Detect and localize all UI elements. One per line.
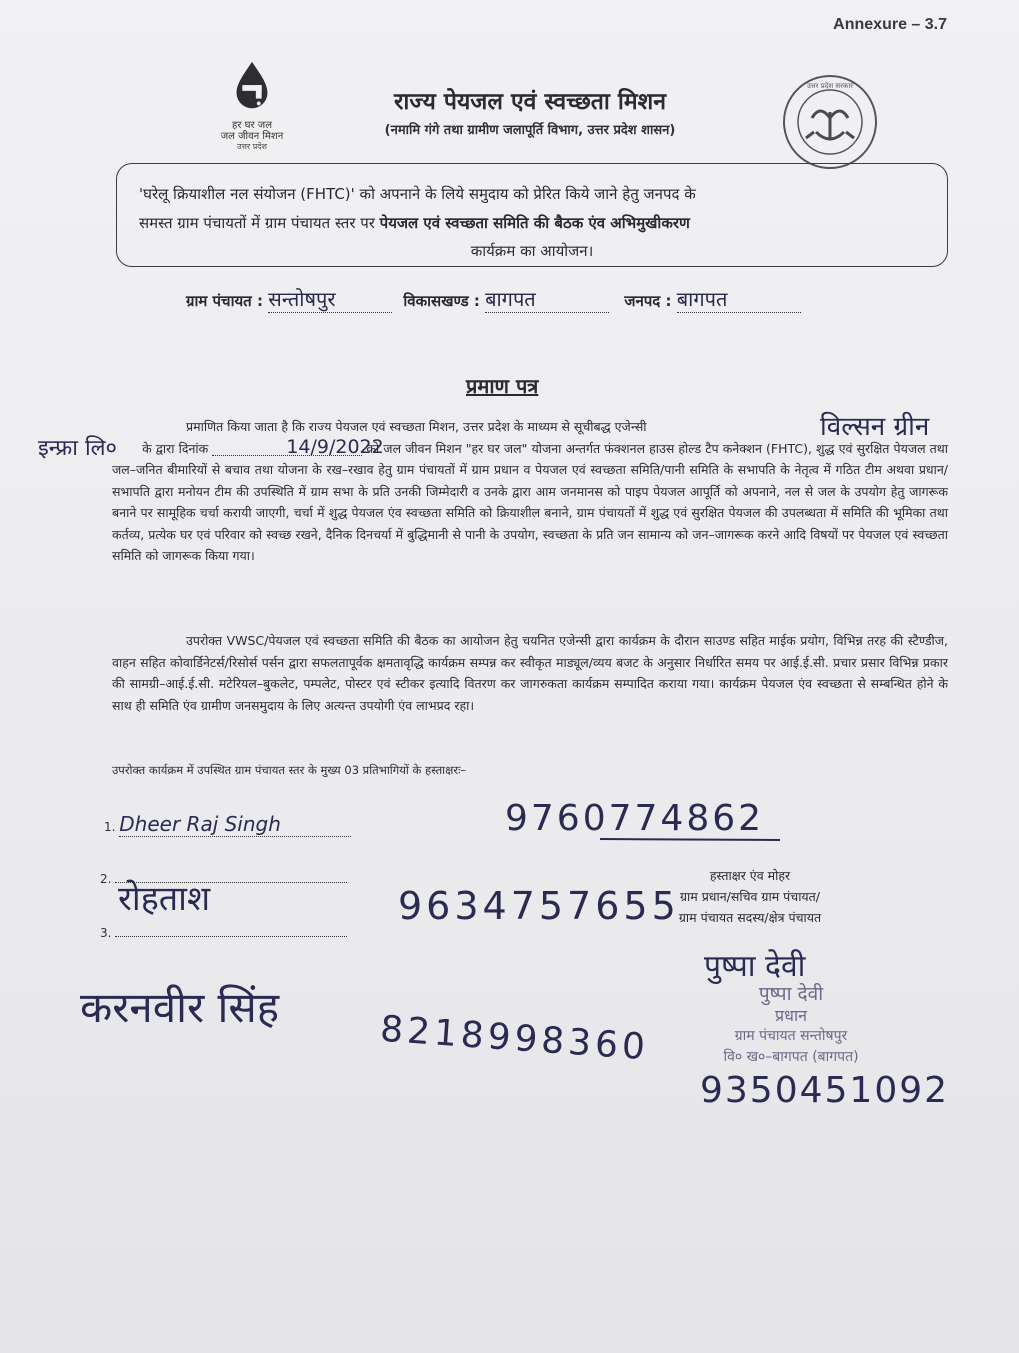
participant-3-signature: करनवीर सिंह (80, 983, 280, 1032)
p1-part-a: प्रमाणित किया जाता है कि राज्य पेयजल एवं स्वच्छता मिशन, उत्तर प्रदेश के माध्यम से सूचीबद्ध एजेन्सी (186, 419, 647, 434)
participant-2-signature: रोहताश (118, 879, 211, 919)
pradhan-phone: 9350451092 (700, 1070, 950, 1111)
logo-line-3: उत्तर प्रदेश (237, 142, 267, 151)
date-handwritten: 14/9/2022 (212, 439, 362, 456)
participant-2-phone: 9634757655 (398, 884, 680, 928)
signature-seal-block (640, 865, 860, 928)
agency-handwritten: विल्सन ग्रीन (820, 412, 930, 442)
participant-2-num: 2. (100, 872, 112, 886)
pradhan-stamp (676, 984, 906, 1068)
box-line-2-bold: पेयजल एवं स्वच्छता समिति की बैठक एंव अभिमुखीकरण (379, 214, 690, 232)
certificate-heading: प्रमाण पत्र (466, 374, 539, 398)
box-line-2 (139, 209, 925, 238)
participant-3-line (100, 926, 347, 940)
pradhan-signature: पुष्पा देवी (704, 949, 806, 984)
participants-intro: उपरोक्त कार्यक्रम में उपस्थित ग्राम पंचायत स्तर के मुख्य 03 प्रतिभागियों के हस्ताक्षरः– (112, 763, 467, 777)
certificate-paragraph-1 (112, 416, 948, 567)
stamp-line-1: ग्राम पंचायत सन्तोषपुर (734, 1028, 848, 1044)
p1-part-b: के द्वारा दिनांक (142, 440, 209, 456)
participant-1-num: 1. (104, 820, 116, 834)
gp-value: सन्तोषपुर (268, 285, 392, 313)
stamp-role: प्रधान (775, 1006, 807, 1025)
participant-3-phone: 8218998360 (378, 1008, 651, 1069)
program-title-box (116, 163, 948, 267)
participant-1-signature: Dheer Raj Singh (119, 812, 351, 837)
seal-line-2: ग्राम प्रधान/सचिव ग्राम पंचायत/ (679, 889, 821, 904)
certificate-paragraph-2: उपरोक्त VWSC/पेयजल एवं स्वच्छता समिति की बैठक का आयोजन हेतु चयनित एजेन्सी द्वारा कार्यक्रम के दौरान साउण्ड सहित माईक प्रयोग, विभिन्न तरह की स्टैण्डीज, वाहन सहित कोवार्डिनेटर्स/रिसोर्स पर्सन द्वारा सफलतापूर्वक क्षमतावृद्धि कार्यक्रम सम्पन्न कर स्वीकृत माड्यूल/व्यय बजट के अनुसार निर्धारित समय पर आई.ई.सी. प्रचार प्रसार विभिन्न प्रकार की सामग्री–आई.ई.सी. मटेरियल–बुकलेट, पम्पलेट, पोस्टर एवं स्टीकर इत्यादि वितरण कर जागरुकता कार्यक्रम सम्पादित कराया गया। कार्यक्रम पेयजल एंव स्वच्छता से सम्बन्धित होने के साथ ही समिति एंव ग्रामीण जनसमुदाय के लिए अत्यन्त उपयोगी एंव लाभप्रद रहा। (112, 633, 948, 713)
logo-line-1: हर घर जल (232, 120, 272, 131)
annexure-label: Annexure – 3.7 (833, 16, 947, 33)
har-ghar-jal-logo (212, 58, 292, 151)
phone-underline (600, 834, 780, 844)
box-line-2-plain: समस्त ग्राम पंचायतों में ग्राम पंचायत स्तर पर (139, 214, 380, 232)
participant-1-phone: 9760774862 (505, 798, 765, 839)
agency-suffix-handwritten: इन्फ्रा लि० (38, 436, 117, 461)
stamp-name: पुष्पा देवी (758, 983, 824, 1005)
participant-3-num: 3. (100, 926, 112, 940)
mission-title: राज्य पेयजल एवं स्वच्छता मिशन (394, 89, 666, 115)
block-label: विकासखण्ड : (403, 292, 480, 310)
mission-subtitle: (नमामि गंगे तथा ग्रामीण जलापूर्ति विभाग, उत्तर प्रदेश शासन) (384, 123, 676, 138)
seal-line-1: हस्ताक्षर एंव मोहर (709, 868, 791, 883)
participant-1-line (104, 812, 351, 837)
water-drop-tap-icon (223, 58, 281, 116)
up-government-emblem (780, 72, 880, 172)
district-value: बागपत (677, 285, 801, 313)
seal-line-3: ग्राम पंचायत सदस्य/क्षेत्र पंचायत (678, 910, 822, 925)
district-label: जनपद : (624, 292, 672, 310)
emblem-text: उत्तर प्रदेश सरकार (806, 82, 854, 90)
logo-line-2: जल जीवन मिशन (220, 131, 284, 142)
gp-label: ग्राम पंचायत : (186, 292, 263, 310)
stamp-line-2: वि० ख०–बागपत (बागपत) (723, 1049, 859, 1065)
p1-part-c: को जल जीवन मिशन "हर घर जल" योजना अन्तर्गत फंक्शनल हाउस होल्ड टैप कनेक्शन (FHTC), शुद्ध एवं सुरक्षित पेयजल तथा जल–जनित बीमारियों से बचाव तथा योजना के रख–रखाव हेतु ग्राम पंचायतों में ग्राम प्रधान व पेयजल एवं स्वच्छता समिति/पानी समिति के सभापति के नेतृत्व में गठित टीम अथवा प्रधान/सभापति द्वारा मनोयन टीम की उपस्थिति में ग्राम सभा के प्रति उनकी जिम्मेदारी व उनके द्वारा आम जनमानस को पाइप पेयजल आपूर्ति को अपनाने, नल से जल के उपयोग हेतु जागरूक बनाने पर सामूहिक चर्चा करायी जाएगी, चर्चा में शुद्ध पेयजल एंव स्वच्छता समिति को क्रियाशील बनाने, ग्राम पंचायतों में शुद्ध एवं सुरक्षित पेयजल की उपलब्धता में समिति की भूमिका तथा कर्तव्य, प्रत्येक घर एवं परिवार को स्वच्छ रखने, दैनिक दिनचर्या में बुद्धिमानी से पानी के उपयोग, स्वच्छता के प्रति जन सामान्य को जन–जागरूक करने आदि विषयों पर पेयजल एवं स्वच्छता समिति को जागरूक किया गया। (112, 440, 948, 563)
block-value: बागपत (485, 285, 609, 313)
location-row (186, 285, 801, 313)
box-line-1: 'घरेलू क्रियाशील नल संयोजन (FHTC)' को अपनाने के लिये समुदाय को प्रेरित किये जाने हेतु जनपद के (139, 185, 696, 203)
box-line-3: कार्यक्रम का आयोजन। (470, 242, 594, 260)
